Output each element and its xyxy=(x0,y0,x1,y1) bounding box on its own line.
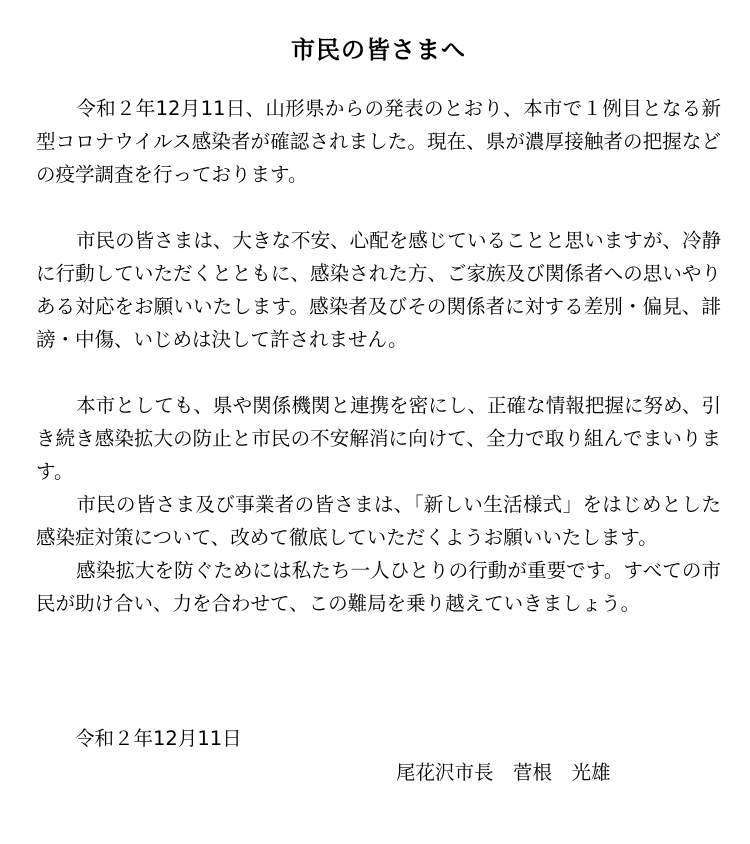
paragraph-text: 市民の皆さま及び事業者の皆さまは、「新しい生活様式」をはじめとした感染症対策について、改めて徹底していただくようお願いいたします。 xyxy=(36,493,721,549)
mayor-signature: 尾花沢市長 菅根 光雄 xyxy=(396,761,611,784)
paragraph-new-lifestyle xyxy=(36,488,721,554)
paragraph-city-efforts xyxy=(36,389,721,488)
paragraph-gap xyxy=(36,191,721,224)
document-date: 令和２年12月11日 xyxy=(75,727,242,750)
paragraph-text: 本市としても、県や関係機関と連携を密にし、正確な情報把握に努め、引き続き感染拡大の防止と市民の不安解消に向けて、全力で取り組んでまいります。 xyxy=(36,394,721,483)
notice-document xyxy=(36,30,721,620)
paragraph-text: 市民の皆さまは、大きな不安、心配を感じていることと思いますが、冷静に行動していただくとともに、感染された方、ご家族及び関係者への思いやりある対応をお願いいたします。感染者及びその関係者に対する差別・偏見、誹謗・中傷、いじめは決して許されません。 xyxy=(36,229,721,351)
paragraph-request-consideration xyxy=(36,224,721,356)
paragraph-text: 令和２年12月11日、山形県からの発表のとおり、本市で１例目となる新型コロナウイルス感染者が確認されました。現在、県が濃厚接触者の把握などの疫学調査を行っております。 xyxy=(36,97,721,186)
paragraph-announcement xyxy=(36,92,721,191)
paragraph-gap xyxy=(36,356,721,389)
paragraph-text: 感染拡大を防ぐためには私たち一人ひとりの行動が重要です。すべての市民が助け合い、力を合わせて、この難局を乗り越えていきましょう。 xyxy=(36,559,721,615)
page-title: 市民の皆さまへ xyxy=(291,36,466,64)
paragraph-cooperation xyxy=(36,554,721,620)
